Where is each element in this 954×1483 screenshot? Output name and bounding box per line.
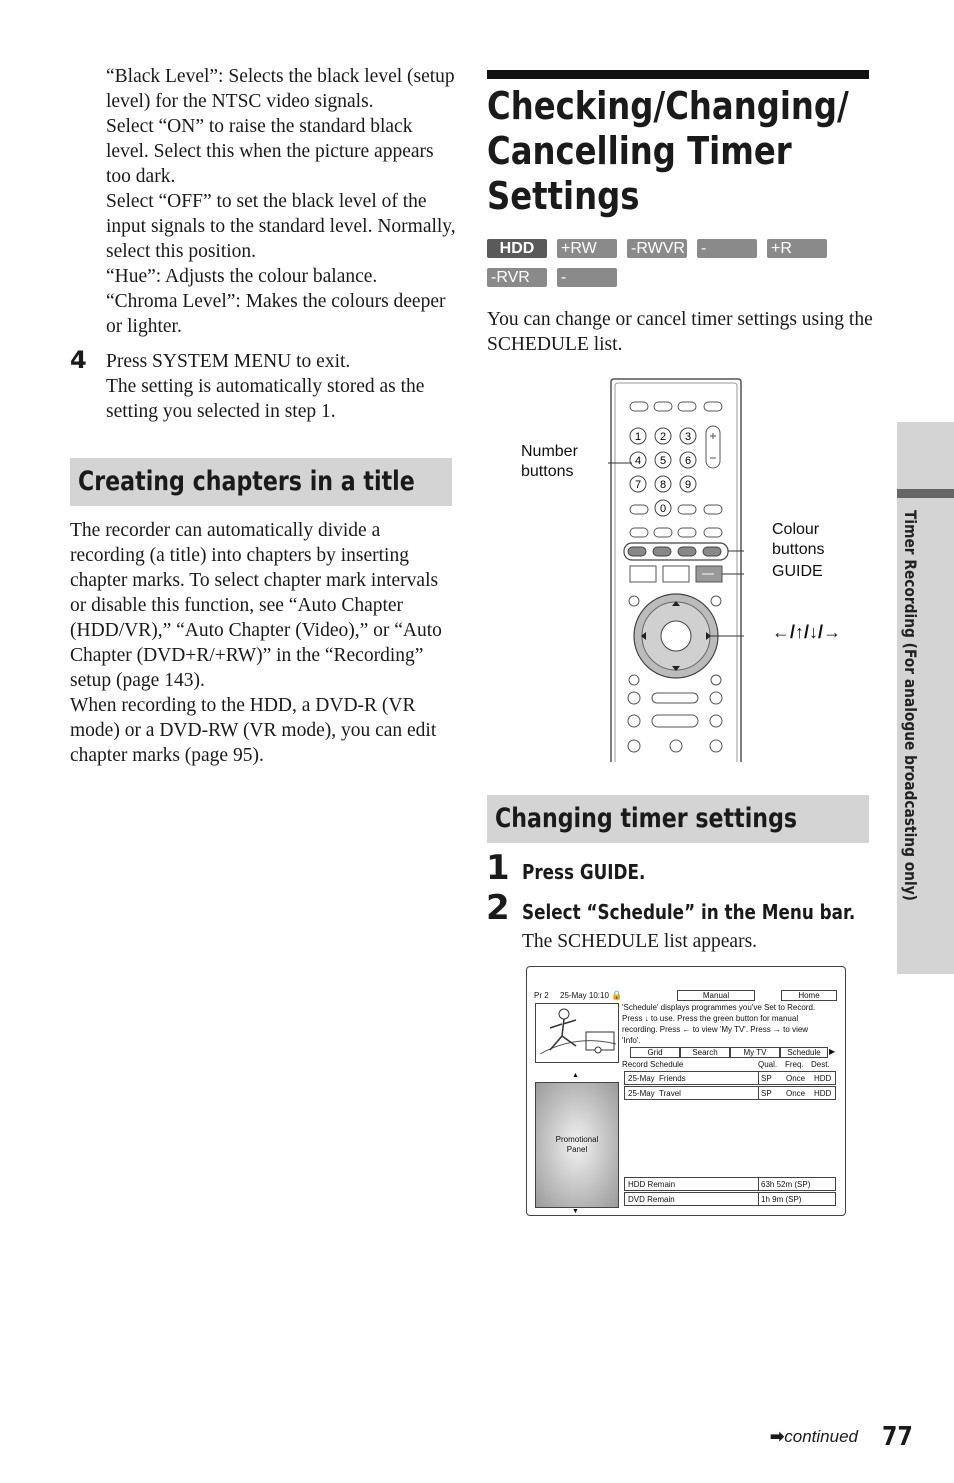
callout-guide: GUIDE [772, 563, 823, 580]
lock-icon: 🔒 [611, 990, 623, 1000]
tab-schedule[interactable]: Schedule [780, 1047, 828, 1058]
paragraph: You can change or cancel timer settings using the SCHEDULE list. [487, 309, 873, 355]
chapters-body [70, 518, 454, 768]
side-tab-label [901, 510, 931, 950]
arrow-right-icon: ➡ [770, 1427, 785, 1446]
side-tab-text: Timer Recording (For analogue broadcasting only) [901, 510, 920, 901]
number-key-label: 6 [684, 455, 692, 467]
paragraph: “Hue”: Adjusts the colour balance. [106, 266, 378, 287]
row-freq: Once [786, 1074, 806, 1083]
step-1-text: Press GUIDE. [522, 860, 646, 884]
badge-hdd: HDD [487, 239, 547, 258]
description-line: Press ↓ to use. Press the green button for manual [622, 1014, 799, 1023]
callout-text: Number buttons [521, 443, 578, 480]
tab-home[interactable]: Home [781, 990, 837, 1001]
heading-text: Changing timer settings [495, 803, 798, 834]
step-4 [106, 349, 458, 424]
black-level-description [106, 64, 456, 339]
remain-value: 1h 9m (SP) [761, 1195, 802, 1204]
row-qual: SP [761, 1089, 772, 1098]
tab-search[interactable]: Search [680, 1047, 730, 1058]
schedule-screen [526, 966, 846, 1216]
number-buttons [630, 428, 696, 516]
number-key-label: 1 [634, 431, 642, 443]
step-1-number: 1 [486, 848, 510, 888]
column-freq: Freq. [785, 1060, 804, 1069]
step-2-number: 2 [486, 888, 510, 928]
section-heading-changing [487, 795, 869, 843]
number-key-label: 9 [684, 479, 692, 491]
row-date: 25-May [628, 1089, 655, 1098]
column-dest: Dest. [811, 1060, 830, 1069]
number-key-label: 4 [634, 455, 642, 467]
dvd-remain-row [624, 1192, 836, 1206]
title-line: Cancelling Timer [487, 129, 792, 173]
row-dest: HDD [814, 1074, 832, 1083]
badge-minus-rw-vr: -RWVR [627, 239, 687, 258]
step-2-note: The SCHEDULE list appears. [522, 931, 758, 952]
row-date: 25-May [628, 1074, 655, 1083]
title-line: Checking/Changing/ [487, 84, 849, 128]
title-rule [487, 70, 869, 79]
badge-plus-rw: +RW [557, 239, 617, 258]
badge-plus-r: +R [767, 239, 827, 258]
step-4-note: The setting is automatically stored as the setting you selected in step 1. [106, 376, 425, 422]
description-line: 'Info'. [622, 1036, 641, 1045]
page-title [487, 84, 878, 219]
paragraph: The recorder can automatically divide a recording (a title) into chapters by inserting chapter marks. To select chapter mark intervals or disable this function, see “Auto Chapter (HDD/VR),” “Auto Chapter (Video),” or “Auto Chapter (DVD+R/+RW)” in the “Recording” setup (page 143). [70, 520, 442, 691]
paragraph: “Chroma Level”: Makes the colours deeper or lighter. [106, 291, 446, 337]
paragraph: Select “OFF” to set the black level of the input signals to the standard level. Normally, select this position. [106, 191, 456, 262]
description-line: 'Schedule' displays programmes you've Set to Record. [622, 1003, 816, 1012]
remain-label: HDD Remain [628, 1180, 676, 1189]
channel-label: Pr 2 [534, 991, 549, 1000]
table-row[interactable] [624, 1086, 836, 1100]
row-title: Friends [659, 1074, 686, 1083]
tab-grid[interactable]: Grid [630, 1047, 680, 1058]
list-title: Record Schedule [622, 1060, 684, 1069]
remain-label: DVD Remain [628, 1195, 675, 1204]
datetime-label: 25-May 10:10 [560, 991, 609, 1000]
page-number: 77 [882, 1422, 913, 1452]
step-4-text: Press SYSTEM MENU to exit. [106, 351, 351, 372]
badge-minus-rw-video: -RWVideo [697, 239, 757, 258]
promotional-panel [535, 1082, 619, 1208]
callout-arrows: ←/↑/↓/→ [772, 622, 842, 642]
side-tab-bar [897, 489, 954, 498]
step-2-text: Select “Schedule” in the Menu bar. [522, 900, 856, 924]
row-freq: Once [786, 1089, 806, 1098]
description-line: recording. Press ← to view 'My TV'. Press → to view [622, 1025, 809, 1034]
callout-number-buttons [521, 442, 591, 482]
paragraph: “Black Level”: Selects the black level (setup level) for the NTSC video signals. [106, 66, 455, 112]
scroll-up-icon[interactable]: ▲ [572, 1072, 579, 1079]
hdd-remain-row [624, 1177, 836, 1191]
continued-text: continued [784, 1427, 858, 1446]
number-key-label: 2 [659, 431, 667, 443]
row-title: Travel [659, 1089, 681, 1098]
badge-minus-r-vr: -RVR [487, 268, 547, 287]
section-heading-chapters [70, 458, 452, 506]
heading-text: Creating chapters in a title [78, 466, 415, 497]
step-4-number: 4 [70, 346, 87, 374]
promo-line: Panel [566, 1145, 588, 1154]
title-line: Settings [487, 174, 640, 218]
arrow-right-icon: ▶ [829, 1047, 836, 1056]
scroll-down-icon[interactable]: ▼ [572, 1208, 579, 1215]
callout-colour-buttons: Colour buttons [772, 521, 825, 558]
number-key-label: 5 [659, 455, 667, 467]
preview-image [535, 1003, 619, 1063]
promo-line: Promotional [555, 1135, 599, 1144]
number-key-label: 7 [634, 479, 642, 491]
row-dest: HDD [814, 1089, 832, 1098]
remote-control-illustration [608, 378, 744, 762]
number-key-label: 0 [659, 503, 667, 515]
intro-text [487, 307, 877, 357]
column-qual: Qual. [758, 1060, 778, 1069]
row-qual: SP [761, 1074, 772, 1083]
continued-note [770, 1427, 858, 1447]
remain-value: 63h 52m (SP) [761, 1180, 811, 1189]
tab-my-tv[interactable]: My TV [730, 1047, 780, 1058]
tab-manual[interactable]: Manual [677, 990, 755, 1001]
number-key-label: 8 [659, 479, 667, 491]
badge-minus-r-video: -RVideo [557, 268, 617, 287]
paragraph: When recording to the HDD, a DVD-R (VR mode) or a DVD-RW (VR mode), you can edit chapter marks (page 95). [70, 695, 437, 766]
table-row[interactable] [624, 1071, 836, 1085]
paragraph: Select “ON” to raise the standard black level. Select this when the picture appears too dark. [106, 116, 434, 187]
number-key-label: 3 [684, 431, 692, 443]
